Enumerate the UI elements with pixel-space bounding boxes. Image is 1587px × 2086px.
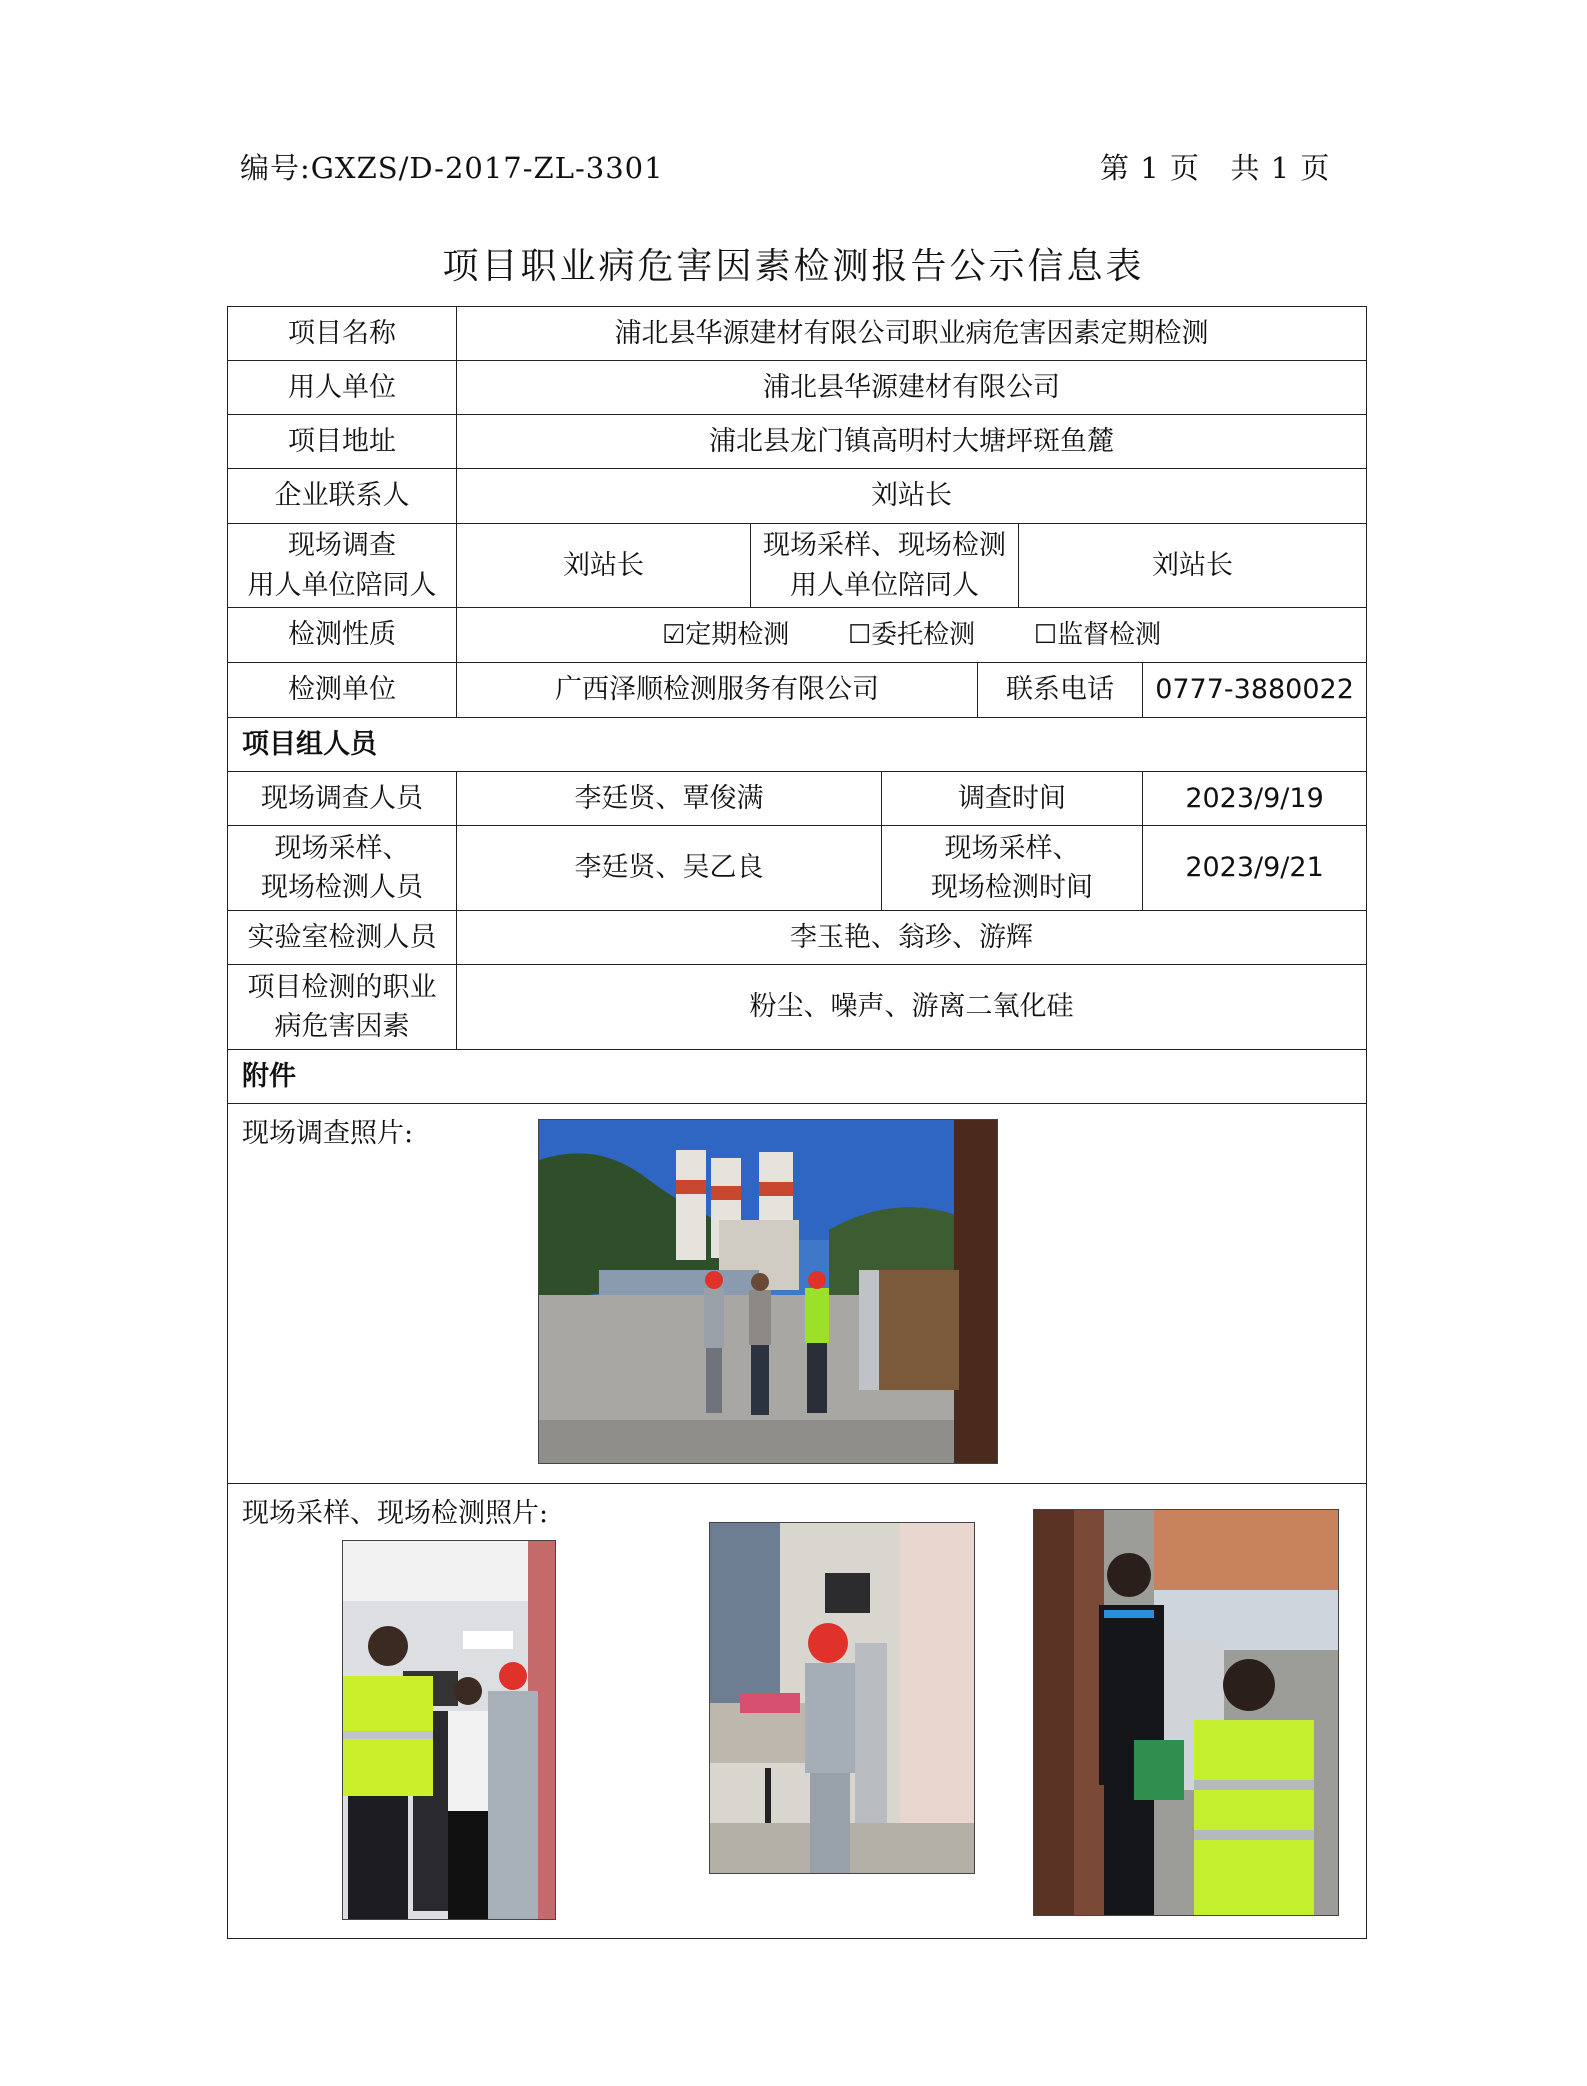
nature-options [457,608,1367,663]
row-project-name [228,307,1367,361]
sampling-photo-1 [342,1540,556,1920]
label-phone: 联系电话 [978,663,1143,718]
value-survey-time: 2023/9/19 [1143,772,1367,826]
value-sampling-staff: 李廷贤、吴乙良 [457,826,882,911]
row-nature [228,608,1367,663]
sampling-photo-2 [709,1522,975,1874]
label-employer: 用人单位 [228,361,457,415]
label-sampling-staff: 现场采样、 现场检测人员 [228,826,457,911]
label-nature: 检测性质 [228,608,457,663]
row-survey-staff [228,772,1367,826]
value-sampling-escort: 刘站长 [1019,524,1367,608]
sampling-photo-label: 现场采样、现场检测照片: [242,1498,549,1529]
label-address: 项目地址 [228,415,457,469]
row-sampling-staff [228,826,1367,911]
value-contact: 刘站长 [457,469,1367,524]
label-contact: 企业联系人 [228,469,457,524]
value-factors: 粉尘、噪声、游离二氧化硅 [457,965,1367,1050]
value-employer: 浦北县华源建材有限公司 [457,361,1367,415]
value-survey-escort: 刘站长 [457,524,751,608]
row-team-section [228,718,1367,772]
label-factors: 项目检测的职业 病危害因素 [228,965,457,1050]
checkbox-periodic[interactable]: ☑定期检测 [661,620,790,651]
row-address [228,415,1367,469]
label-lab-staff: 实验室检测人员 [228,911,457,965]
value-phone: 0777-3880022 [1143,663,1367,718]
value-sampling-time: 2023/9/21 [1143,826,1367,911]
label-survey-time: 调查时间 [882,772,1143,826]
row-lab [228,663,1367,718]
value-lab-staff: 李玉艳、翁珍、游辉 [457,911,1367,965]
survey-photo-label: 现场调查照片: [242,1118,414,1149]
page-title: 项目职业病危害因素检测报告公示信息表 [442,246,1145,287]
section-team: 项目组人员 [228,718,1367,772]
value-survey-staff: 李廷贤、覃俊满 [457,772,882,826]
value-address: 浦北县龙门镇高明村大塘坪斑鱼麓 [457,415,1367,469]
row-employer [228,361,1367,415]
checkbox-commissioned[interactable]: ☐委托检测 [847,620,976,651]
label-survey-escort: 现场调查 用人单位陪同人 [228,524,457,608]
label-lab: 检测单位 [228,663,457,718]
row-lab-staff [228,911,1367,965]
page-number: 第 1 页 共 1 页 [1100,151,1331,185]
label-sampling-time: 现场采样、 现场检测时间 [882,826,1143,911]
label-sampling-escort: 现场采样、现场检测 用人单位陪同人 [751,524,1019,608]
label-survey-staff: 现场调查人员 [228,772,457,826]
sampling-photo-3 [1033,1509,1339,1916]
checkbox-supervisory[interactable]: ☐监督检测 [1033,620,1162,651]
row-escorts [228,524,1367,608]
row-factors [228,965,1367,1050]
row-attachments-section [228,1050,1367,1104]
label-project-name: 项目名称 [228,307,457,361]
report-number: 编号:GXZS/D-2017-ZL-3301 [240,151,664,185]
survey-photo [538,1119,998,1464]
row-contact [228,469,1367,524]
value-lab: 广西泽顺检测服务有限公司 [457,663,978,718]
section-attachments: 附件 [228,1050,1367,1104]
value-project-name: 浦北县华源建材有限公司职业病危害因素定期检测 [457,307,1367,361]
